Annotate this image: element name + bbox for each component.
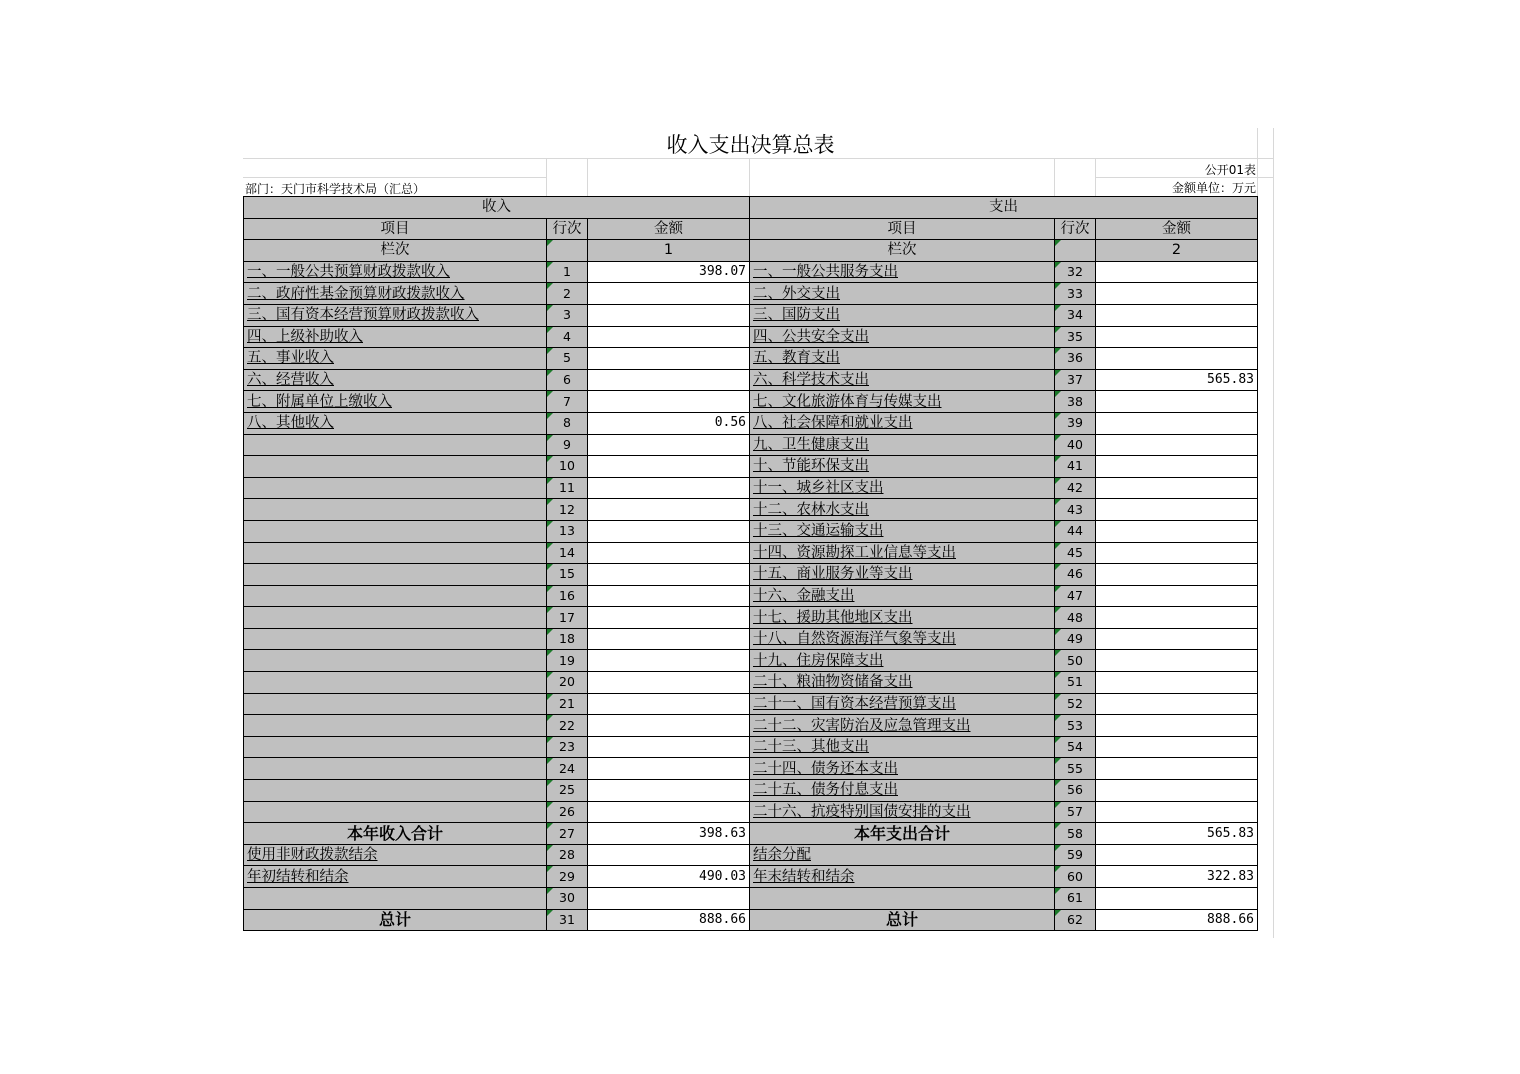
- income-item: 七、附属单位上缴收入: [244, 391, 547, 413]
- income-line-number: 23: [547, 736, 588, 758]
- table-row: [244, 564, 1258, 586]
- income-item: 五、事业收入: [244, 348, 547, 370]
- expense-amount: [1096, 283, 1258, 305]
- expense-line-number: 62: [1055, 909, 1096, 931]
- expense-item: 二十六、抗疫特别国债安排的支出: [750, 801, 1055, 823]
- expense-line-number: 54: [1055, 736, 1096, 758]
- income-amount: 0.56: [588, 412, 750, 434]
- income-item: [244, 564, 547, 586]
- income-amount: [588, 844, 750, 866]
- income-amount: [588, 520, 750, 542]
- income-amount: [588, 304, 750, 326]
- expense-amount: [1096, 520, 1258, 542]
- income-line-number: 25: [547, 780, 588, 802]
- expense-amount: [1096, 888, 1258, 910]
- expense-item: 十八、自然资源海洋气象等支出: [750, 628, 1055, 650]
- income-line-number: 28: [547, 844, 588, 866]
- expense-amount: [1096, 736, 1258, 758]
- income-amount: [588, 888, 750, 910]
- table-row: [244, 758, 1258, 780]
- income-item: 年初结转和结余: [244, 866, 547, 888]
- expense-item: 年末结转和结余: [750, 866, 1055, 888]
- table-row: [244, 456, 1258, 478]
- expense-line-number: 32: [1055, 261, 1096, 283]
- expense-column-blank: [1055, 240, 1096, 262]
- income-amount: [588, 456, 750, 478]
- expense-column-number: 2: [1096, 240, 1258, 262]
- expense-item: 二十、粮油物资储备支出: [750, 672, 1055, 694]
- expense-line-number: 33: [1055, 283, 1096, 305]
- table-row: [244, 866, 1258, 888]
- income-amount: 888.66: [588, 909, 750, 931]
- expense-line-number: 57: [1055, 801, 1096, 823]
- expense-amount: [1096, 542, 1258, 564]
- expense-item: 十一、城乡社区支出: [750, 477, 1055, 499]
- income-amount: [588, 780, 750, 802]
- expense-item-header: 项目: [750, 218, 1055, 240]
- income-line-number: 11: [547, 477, 588, 499]
- report-meta: [243, 158, 1273, 198]
- expense-item: 十三、交通运输支出: [750, 520, 1055, 542]
- income-item: [244, 477, 547, 499]
- table-row: [244, 844, 1258, 866]
- income-line-number: 12: [547, 499, 588, 521]
- expense-line-number: 44: [1055, 520, 1096, 542]
- income-line-number: 26: [547, 801, 588, 823]
- footnote-clipped: [243, 936, 643, 942]
- income-line-number: 13: [547, 520, 588, 542]
- table-row: [244, 607, 1258, 629]
- income-item: 六、经营收入: [244, 369, 547, 391]
- income-item: 总计: [244, 909, 547, 931]
- expense-item: 结余分配: [750, 844, 1055, 866]
- income-line-number: 27: [547, 823, 588, 845]
- expense-item: 六、科学技术支出: [750, 369, 1055, 391]
- income-item: [244, 585, 547, 607]
- income-amount: [588, 607, 750, 629]
- income-line-number: 9: [547, 434, 588, 456]
- income-item: 使用非财政拨款结余: [244, 844, 547, 866]
- expense-line-header: 行次: [1055, 218, 1096, 240]
- income-amount: [588, 391, 750, 413]
- expense-item: 十六、金融支出: [750, 585, 1055, 607]
- expense-item: 十五、商业服务业等支出: [750, 564, 1055, 586]
- table-row: [244, 391, 1258, 413]
- expense-item: 十二、农林水支出: [750, 499, 1055, 521]
- expense-item: 二十一、国有资本经营预算支出: [750, 693, 1055, 715]
- income-item: [244, 801, 547, 823]
- expense-line-number: 42: [1055, 477, 1096, 499]
- expense-amount: [1096, 628, 1258, 650]
- expense-line-number: 36: [1055, 348, 1096, 370]
- expense-amount: 322.83: [1096, 866, 1258, 888]
- expense-line-number: 38: [1055, 391, 1096, 413]
- expense-amount: 565.83: [1096, 823, 1258, 845]
- expense-amount: [1096, 693, 1258, 715]
- table-row: [244, 434, 1258, 456]
- total-row: [244, 823, 1258, 845]
- income-column-number: 1: [588, 240, 750, 262]
- income-amount: [588, 499, 750, 521]
- expense-line-number: 55: [1055, 758, 1096, 780]
- expense-amount: [1096, 391, 1258, 413]
- expense-line-number: 50: [1055, 650, 1096, 672]
- expense-amount: [1096, 650, 1258, 672]
- expense-amount: [1096, 607, 1258, 629]
- income-amount: [588, 585, 750, 607]
- income-item-header: 项目: [244, 218, 547, 240]
- unit-label: 金额单位：万元: [1171, 181, 1256, 195]
- expense-amount: [1096, 780, 1258, 802]
- income-amount: [588, 736, 750, 758]
- expense-line-number: 49: [1055, 628, 1096, 650]
- income-amount: 398.63: [588, 823, 750, 845]
- expense-item: 八、社会保障和就业支出: [750, 412, 1055, 434]
- expense-line-number: 45: [1055, 542, 1096, 564]
- expense-amount: [1096, 304, 1258, 326]
- income-line-number: 1: [547, 261, 588, 283]
- income-line-header: 行次: [547, 218, 588, 240]
- income-item: [244, 672, 547, 694]
- income-line-number: 8: [547, 412, 588, 434]
- table-row: [244, 283, 1258, 305]
- income-line-number: 29: [547, 866, 588, 888]
- income-line-number: 19: [547, 650, 588, 672]
- income-item: [244, 693, 547, 715]
- table-row: [244, 715, 1258, 737]
- expense-amount: [1096, 499, 1258, 521]
- table-row: [244, 801, 1258, 823]
- income-line-number: 16: [547, 585, 588, 607]
- table-row: [244, 780, 1258, 802]
- income-amount: [588, 542, 750, 564]
- expense-section-header: 支出: [750, 197, 1258, 219]
- table-row: [244, 628, 1258, 650]
- expense-line-number: 59: [1055, 844, 1096, 866]
- income-item: [244, 628, 547, 650]
- income-line-number: 7: [547, 391, 588, 413]
- expense-item: [750, 888, 1055, 910]
- expense-item: 总计: [750, 909, 1055, 931]
- expense-item: 一、一般公共服务支出: [750, 261, 1055, 283]
- expense-line-number: 51: [1055, 672, 1096, 694]
- expense-amount: [1096, 564, 1258, 586]
- expense-line-number: 46: [1055, 564, 1096, 586]
- income-line-number: 18: [547, 628, 588, 650]
- income-amount: [588, 283, 750, 305]
- income-column-label: 栏次: [244, 240, 547, 262]
- income-item: [244, 520, 547, 542]
- income-line-number: 4: [547, 326, 588, 348]
- report-title: 收入支出决算总表: [666, 133, 835, 157]
- expense-amount: [1096, 672, 1258, 694]
- expense-amount: [1096, 261, 1258, 283]
- income-line-number: 22: [547, 715, 588, 737]
- section-header-row: [244, 197, 1258, 219]
- expense-line-number: 53: [1055, 715, 1096, 737]
- income-line-number: 3: [547, 304, 588, 326]
- income-line-number: 31: [547, 909, 588, 931]
- expense-amount: [1096, 434, 1258, 456]
- income-amount: [588, 650, 750, 672]
- income-item: 二、政府性基金预算财政拨款收入: [244, 283, 547, 305]
- table-row: [244, 736, 1258, 758]
- income-amount: [588, 326, 750, 348]
- income-item: [244, 499, 547, 521]
- expense-amount: [1096, 844, 1258, 866]
- income-item: 三、国有资本经营预算财政拨款收入: [244, 304, 547, 326]
- table-row: [244, 499, 1258, 521]
- expense-line-number: 56: [1055, 780, 1096, 802]
- income-line-number: 6: [547, 369, 588, 391]
- income-amount: 490.03: [588, 866, 750, 888]
- income-line-number: 5: [547, 348, 588, 370]
- expense-line-number: 34: [1055, 304, 1096, 326]
- income-section-header: 收入: [244, 197, 750, 219]
- expense-item: 本年支出合计: [750, 823, 1055, 845]
- expense-line-number: 39: [1055, 412, 1096, 434]
- income-line-number: 14: [547, 542, 588, 564]
- income-line-number: 21: [547, 693, 588, 715]
- income-item: [244, 456, 547, 478]
- income-amount-header: 金额: [588, 218, 750, 240]
- income-line-number: 15: [547, 564, 588, 586]
- income-item: [244, 607, 547, 629]
- expense-item: 三、国防支出: [750, 304, 1055, 326]
- table-row: [244, 412, 1258, 434]
- expense-amount: [1096, 477, 1258, 499]
- expense-item: 二、外交支出: [750, 283, 1055, 305]
- income-amount: [588, 434, 750, 456]
- table-row: [244, 261, 1258, 283]
- income-item: [244, 758, 547, 780]
- income-amount: [588, 628, 750, 650]
- expense-line-number: 52: [1055, 693, 1096, 715]
- income-amount: [588, 672, 750, 694]
- expense-amount: [1096, 456, 1258, 478]
- income-line-number: 30: [547, 888, 588, 910]
- expense-amount: [1096, 326, 1258, 348]
- income-line-number: 24: [547, 758, 588, 780]
- table-row: [244, 888, 1258, 910]
- expense-item: 十九、住房保障支出: [750, 650, 1055, 672]
- expense-item: 十四、资源勘探工业信息等支出: [750, 542, 1055, 564]
- income-amount: [588, 477, 750, 499]
- column-header-row: [244, 218, 1258, 240]
- income-line-number: 20: [547, 672, 588, 694]
- expense-line-number: 43: [1055, 499, 1096, 521]
- income-item: 本年收入合计: [244, 823, 547, 845]
- expense-item: 九、卫生健康支出: [750, 434, 1055, 456]
- column-index-row: [244, 240, 1258, 262]
- income-item: [244, 736, 547, 758]
- expense-item: 二十二、灾害防治及应急管理支出: [750, 715, 1055, 737]
- expense-line-number: 40: [1055, 434, 1096, 456]
- expense-amount: [1096, 758, 1258, 780]
- table-row: [244, 585, 1258, 607]
- expense-amount: [1096, 801, 1258, 823]
- income-item: [244, 780, 547, 802]
- expense-amount: [1096, 412, 1258, 434]
- table-row: [244, 520, 1258, 542]
- income-item: [244, 542, 547, 564]
- income-item: [244, 715, 547, 737]
- income-item: 四、上级补助收入: [244, 326, 547, 348]
- table-row: [244, 326, 1258, 348]
- table-row: [244, 348, 1258, 370]
- income-line-number: 2: [547, 283, 588, 305]
- income-amount: 398.07: [588, 261, 750, 283]
- expense-amount-header: 金额: [1096, 218, 1258, 240]
- income-amount: [588, 758, 750, 780]
- income-line-number: 10: [547, 456, 588, 478]
- table-row: [244, 693, 1258, 715]
- expense-item: 五、教育支出: [750, 348, 1055, 370]
- income-amount: [588, 369, 750, 391]
- total-row: [244, 909, 1258, 931]
- expense-line-number: 61: [1055, 888, 1096, 910]
- expense-item: 二十三、其他支出: [750, 736, 1055, 758]
- expense-item: 二十五、债务付息支出: [750, 780, 1055, 802]
- expense-item: 十七、援助其他地区支出: [750, 607, 1055, 629]
- income-item: [244, 650, 547, 672]
- expense-line-number: 41: [1055, 456, 1096, 478]
- expense-item: 二十四、债务还本支出: [750, 758, 1055, 780]
- table-row: [244, 650, 1258, 672]
- income-expense-table: [243, 196, 1258, 931]
- table-row: [244, 542, 1258, 564]
- table-row: [244, 304, 1258, 326]
- income-item: 八、其他收入: [244, 412, 547, 434]
- table-row: [244, 477, 1258, 499]
- income-amount: [588, 564, 750, 586]
- expense-line-number: 37: [1055, 369, 1096, 391]
- income-item: 一、一般公共预算财政拨款收入: [244, 261, 547, 283]
- expense-line-number: 58: [1055, 823, 1096, 845]
- expense-amount: [1096, 585, 1258, 607]
- department-label: 部门：天门市科学技术局（汇总）: [245, 182, 426, 196]
- income-line-number: 17: [547, 607, 588, 629]
- expense-column-label: 栏次: [750, 240, 1055, 262]
- expense-item: 七、文化旅游体育与传媒支出: [750, 391, 1055, 413]
- expense-amount: 888.66: [1096, 909, 1258, 931]
- expense-amount: [1096, 348, 1258, 370]
- expense-item: 四、公共安全支出: [750, 326, 1055, 348]
- expense-line-number: 60: [1055, 866, 1096, 888]
- expense-line-number: 47: [1055, 585, 1096, 607]
- form-code: 公开01表: [1204, 163, 1256, 177]
- income-amount: [588, 715, 750, 737]
- expense-line-number: 35: [1055, 326, 1096, 348]
- expense-item: 十、节能环保支出: [750, 456, 1055, 478]
- income-amount: [588, 693, 750, 715]
- income-item: [244, 434, 547, 456]
- expense-line-number: 48: [1055, 607, 1096, 629]
- income-item: [244, 888, 547, 910]
- table-row: [244, 672, 1258, 694]
- table-row: [244, 369, 1258, 391]
- income-amount: [588, 801, 750, 823]
- income-amount: [588, 348, 750, 370]
- expense-amount: 565.83: [1096, 369, 1258, 391]
- expense-amount: [1096, 715, 1258, 737]
- income-column-blank: [547, 240, 588, 262]
